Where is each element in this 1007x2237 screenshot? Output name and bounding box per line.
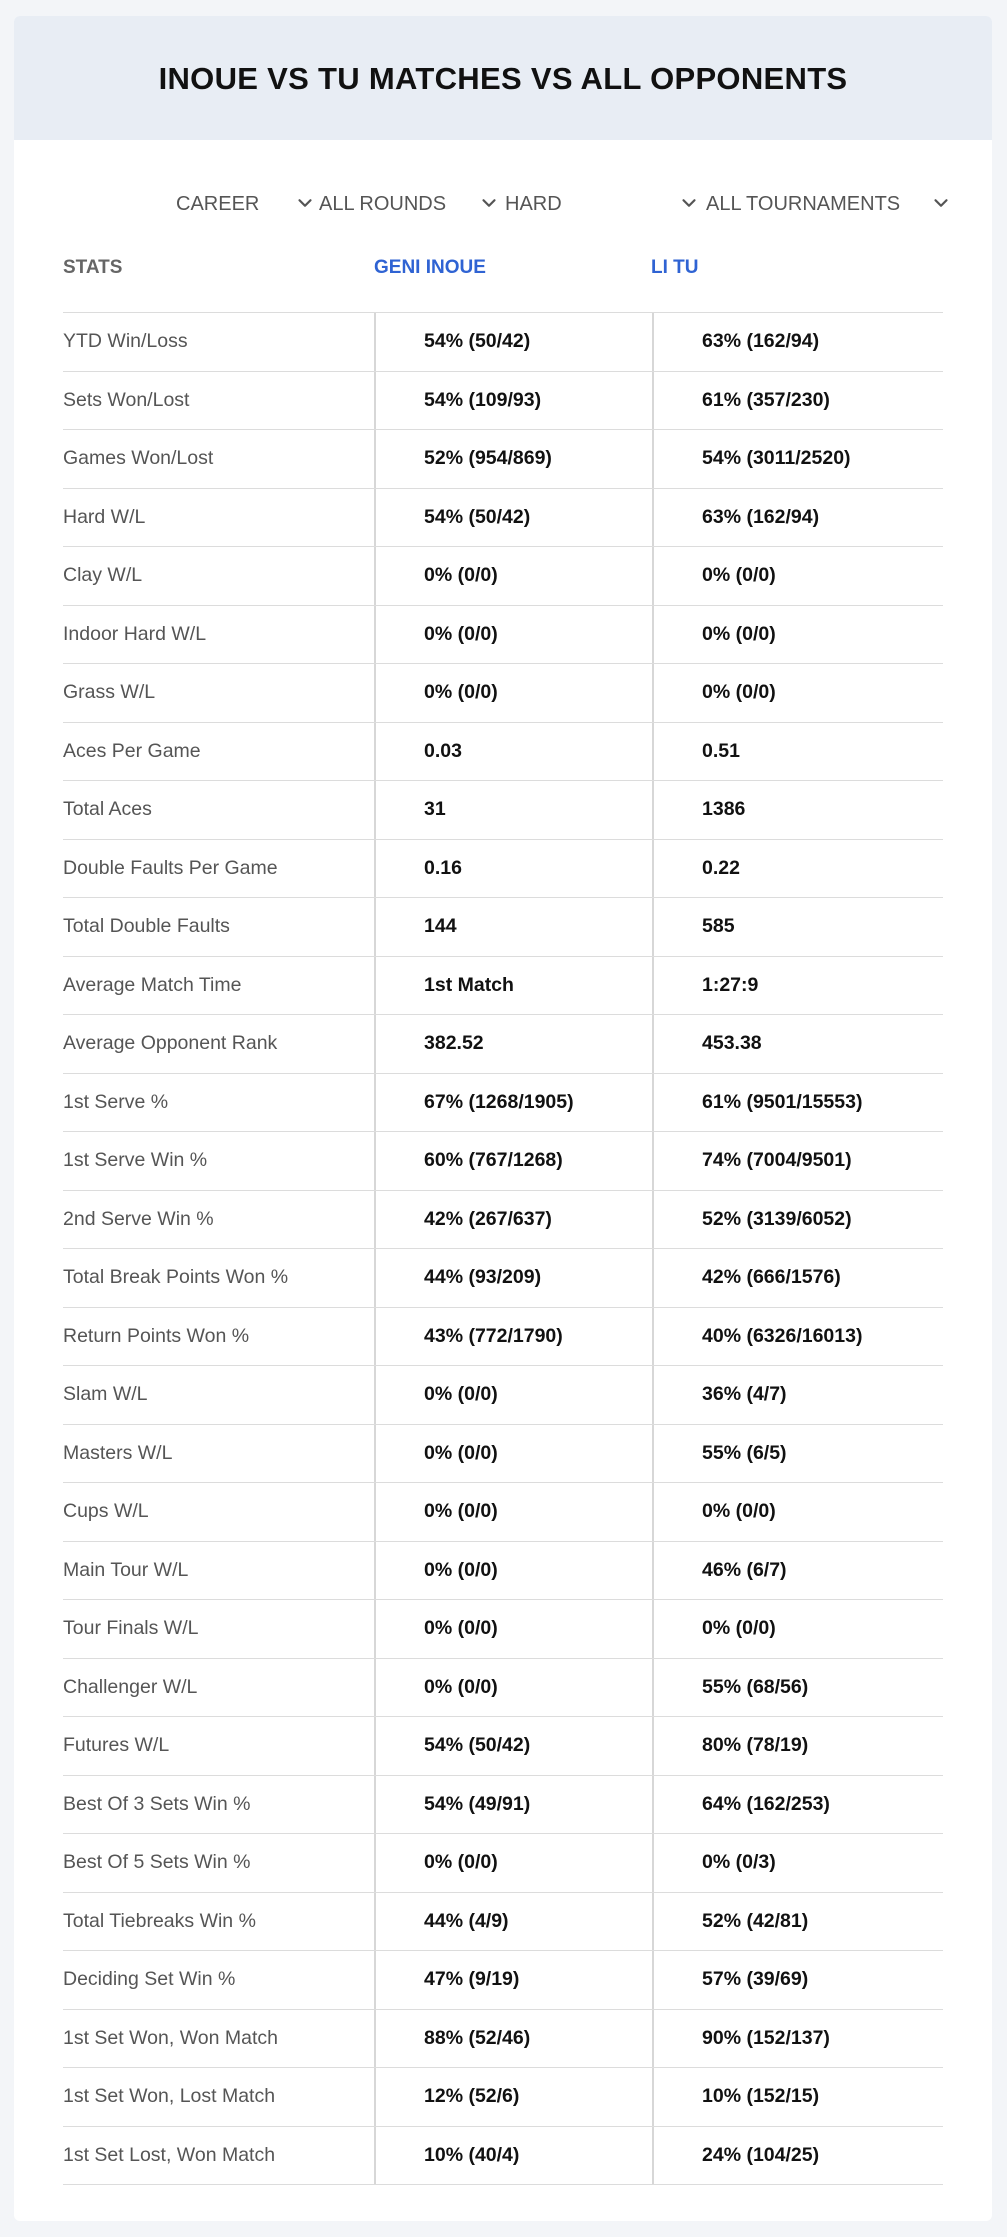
stat-label: Best Of 3 Sets Win % xyxy=(63,1792,251,1815)
player2-value: 42% (666/1576) xyxy=(652,1249,943,1307)
player1-value: 1st Match xyxy=(374,957,652,1015)
player1-value: 10% (40/4) xyxy=(374,2127,652,2185)
player2-value: 0.51 xyxy=(652,723,943,781)
player1-value: 44% (4/9) xyxy=(374,1893,652,1951)
table-row xyxy=(63,1249,943,1308)
player1-value: 0% (0/0) xyxy=(374,1834,652,1892)
table-row xyxy=(63,2010,943,2069)
chevron-down-icon xyxy=(930,192,952,214)
player1-value: 0% (0/0) xyxy=(374,606,652,664)
player2-value: 61% (357/230) xyxy=(652,372,943,430)
player1-value: 0% (0/0) xyxy=(374,1600,652,1658)
table-row xyxy=(63,1717,943,1776)
table-row xyxy=(63,957,943,1016)
table-row xyxy=(63,313,943,372)
table-row xyxy=(63,898,943,957)
player1-value: 88% (52/46) xyxy=(374,2010,652,2068)
filter-bar xyxy=(14,184,992,224)
player2-value: 64% (162/253) xyxy=(652,1776,943,1834)
stats-table xyxy=(63,312,943,2185)
stat-label: Sets Won/Lost xyxy=(63,388,190,411)
page-header xyxy=(14,16,992,140)
stat-label: 1st Serve % xyxy=(63,1090,169,1113)
table-row xyxy=(63,1308,943,1367)
player1-value: 0% (0/0) xyxy=(374,1425,652,1483)
table-row xyxy=(63,1659,943,1718)
player1-value: 12% (52/6) xyxy=(374,2068,652,2126)
period-select[interactable] xyxy=(176,184,316,224)
table-row xyxy=(63,840,943,899)
player2-value: 1386 xyxy=(652,781,943,839)
table-row xyxy=(63,1015,943,1074)
table-row xyxy=(63,489,943,548)
table-row xyxy=(63,430,943,489)
player1-value: 0% (0/0) xyxy=(374,1659,652,1717)
stat-label: Double Faults Per Game xyxy=(63,856,278,879)
player1-value: 54% (50/42) xyxy=(374,489,652,547)
player2-value: 10% (152/15) xyxy=(652,2068,943,2126)
table-row xyxy=(63,1132,943,1191)
player2-column-header[interactable]: LI TU xyxy=(651,257,699,278)
player1-value: 54% (109/93) xyxy=(374,372,652,430)
player1-value: 52% (954/869) xyxy=(374,430,652,488)
player2-value: 63% (162/94) xyxy=(652,313,943,371)
player2-value: 24% (104/25) xyxy=(652,2127,943,2185)
player1-value: 54% (50/42) xyxy=(374,1717,652,1775)
player2-value: 0% (0/3) xyxy=(652,1834,943,1892)
table-row xyxy=(63,547,943,606)
stats-column-header: STATS xyxy=(63,257,123,278)
table-row xyxy=(63,664,943,723)
player2-value: 55% (68/56) xyxy=(652,1659,943,1717)
player1-value: 60% (767/1268) xyxy=(374,1132,652,1190)
player1-value: 31 xyxy=(374,781,652,839)
player2-value: 0% (0/0) xyxy=(652,606,943,664)
tournament-select[interactable] xyxy=(706,184,956,224)
player1-value: 0% (0/0) xyxy=(374,664,652,722)
stat-label: Total Break Points Won % xyxy=(63,1266,289,1289)
chevron-down-icon xyxy=(294,192,316,214)
table-row xyxy=(63,1425,943,1484)
table-row xyxy=(63,1074,943,1133)
player1-value: 54% (50/42) xyxy=(374,313,652,371)
table-row xyxy=(63,1191,943,1250)
player2-value: 0% (0/0) xyxy=(652,664,943,722)
player2-value: 54% (3011/2520) xyxy=(652,430,943,488)
stat-label: Futures W/L xyxy=(63,1734,170,1757)
stats-card xyxy=(14,16,992,2221)
round-select-value: ALL ROUNDS xyxy=(319,192,447,215)
stat-label: Aces Per Game xyxy=(63,739,201,762)
stat-label: Average Opponent Rank xyxy=(63,1032,278,1055)
table-row xyxy=(63,2068,943,2127)
player1-value: 43% (772/1790) xyxy=(374,1308,652,1366)
stat-label: 1st Set Won, Won Match xyxy=(63,2026,278,2049)
stat-label: Total Aces xyxy=(63,798,152,821)
player2-value: 0% (0/0) xyxy=(652,1600,943,1658)
player1-value: 44% (93/209) xyxy=(374,1249,652,1307)
player2-value: 1:27:9 xyxy=(652,957,943,1015)
table-row xyxy=(63,1893,943,1952)
table-row xyxy=(63,1600,943,1659)
player2-value: 453.38 xyxy=(652,1015,943,1073)
player2-value: 57% (39/69) xyxy=(652,1951,943,2009)
table-row xyxy=(63,1951,943,2010)
chevron-down-icon xyxy=(678,192,700,214)
stat-label: Return Points Won % xyxy=(63,1324,250,1347)
player1-value: 0.16 xyxy=(374,840,652,898)
player1-value: 47% (9/19) xyxy=(374,1951,652,2009)
table-row xyxy=(63,723,943,782)
player2-value: 585 xyxy=(652,898,943,956)
tournament-select-value: ALL TOURNAMENTS xyxy=(706,192,901,215)
player2-value: 0.22 xyxy=(652,840,943,898)
stat-label: Challenger W/L xyxy=(63,1675,198,1698)
player1-value: 0% (0/0) xyxy=(374,1366,652,1424)
stat-label: Total Double Faults xyxy=(63,915,230,938)
stat-label: Games Won/Lost xyxy=(63,447,214,470)
page-title: INOUE VS TU MATCHES VS ALL OPPONENTS xyxy=(158,61,848,96)
stat-label: Hard W/L xyxy=(63,505,146,528)
table-row xyxy=(63,781,943,840)
player1-value: 0.03 xyxy=(374,723,652,781)
player1-value: 42% (267/637) xyxy=(374,1191,652,1249)
stat-label: Grass W/L xyxy=(63,681,156,704)
player1-value: 0% (0/0) xyxy=(374,547,652,605)
chevron-down-icon xyxy=(478,192,500,214)
table-row xyxy=(63,2127,943,2186)
player2-value: 0% (0/0) xyxy=(652,547,943,605)
stat-label: Cups W/L xyxy=(63,1500,149,1523)
player2-value: 52% (3139/6052) xyxy=(652,1191,943,1249)
player2-value: 0% (0/0) xyxy=(652,1483,943,1541)
player2-value: 55% (6/5) xyxy=(652,1425,943,1483)
stat-label: Clay W/L xyxy=(63,564,143,587)
stat-label: Best Of 5 Sets Win % xyxy=(63,1851,251,1874)
surface-select[interactable] xyxy=(505,184,705,224)
stat-label: Indoor Hard W/L xyxy=(63,622,207,645)
player2-value: 80% (78/19) xyxy=(652,1717,943,1775)
player2-value: 63% (162/94) xyxy=(652,489,943,547)
table-row xyxy=(63,1366,943,1425)
table-row xyxy=(63,1834,943,1893)
player2-value: 74% (7004/9501) xyxy=(652,1132,943,1190)
table-row xyxy=(63,606,943,665)
table-row xyxy=(63,372,943,431)
stat-label: Slam W/L xyxy=(63,1383,148,1406)
round-select[interactable] xyxy=(319,184,499,224)
player2-value: 40% (6326/16013) xyxy=(652,1308,943,1366)
player2-value: 52% (42/81) xyxy=(652,1893,943,1951)
player1-value: 54% (49/91) xyxy=(374,1776,652,1834)
table-row xyxy=(63,1483,943,1542)
stat-label: Deciding Set Win % xyxy=(63,1968,236,1991)
stat-label: Average Match Time xyxy=(63,973,242,996)
player1-value: 67% (1268/1905) xyxy=(374,1074,652,1132)
stat-label: Main Tour W/L xyxy=(63,1558,189,1581)
player2-value: 61% (9501/15553) xyxy=(652,1074,943,1132)
player2-value: 46% (6/7) xyxy=(652,1542,943,1600)
stat-label: YTD Win/Loss xyxy=(63,330,188,353)
stat-label: 1st Set Lost, Won Match xyxy=(63,2143,276,2166)
player1-value: 382.52 xyxy=(374,1015,652,1073)
player1-value: 0% (0/0) xyxy=(374,1542,652,1600)
player1-value: 144 xyxy=(374,898,652,956)
period-select-value: CAREER xyxy=(176,192,260,215)
surface-select-value: HARD xyxy=(505,192,562,215)
stat-label: Masters W/L xyxy=(63,1441,173,1464)
table-row xyxy=(63,1542,943,1601)
stat-label: 2nd Serve Win % xyxy=(63,1207,214,1230)
stat-label: 1st Set Won, Lost Match xyxy=(63,2085,276,2108)
stat-label: Total Tiebreaks Win % xyxy=(63,1909,256,1932)
player1-value: 0% (0/0) xyxy=(374,1483,652,1541)
player2-value: 36% (4/7) xyxy=(652,1366,943,1424)
player2-value: 90% (152/137) xyxy=(652,2010,943,2068)
stat-label: 1st Serve Win % xyxy=(63,1149,208,1172)
table-row xyxy=(63,1776,943,1835)
stat-label: Tour Finals W/L xyxy=(63,1617,199,1640)
player1-column-header[interactable]: GENI INOUE xyxy=(374,257,486,278)
